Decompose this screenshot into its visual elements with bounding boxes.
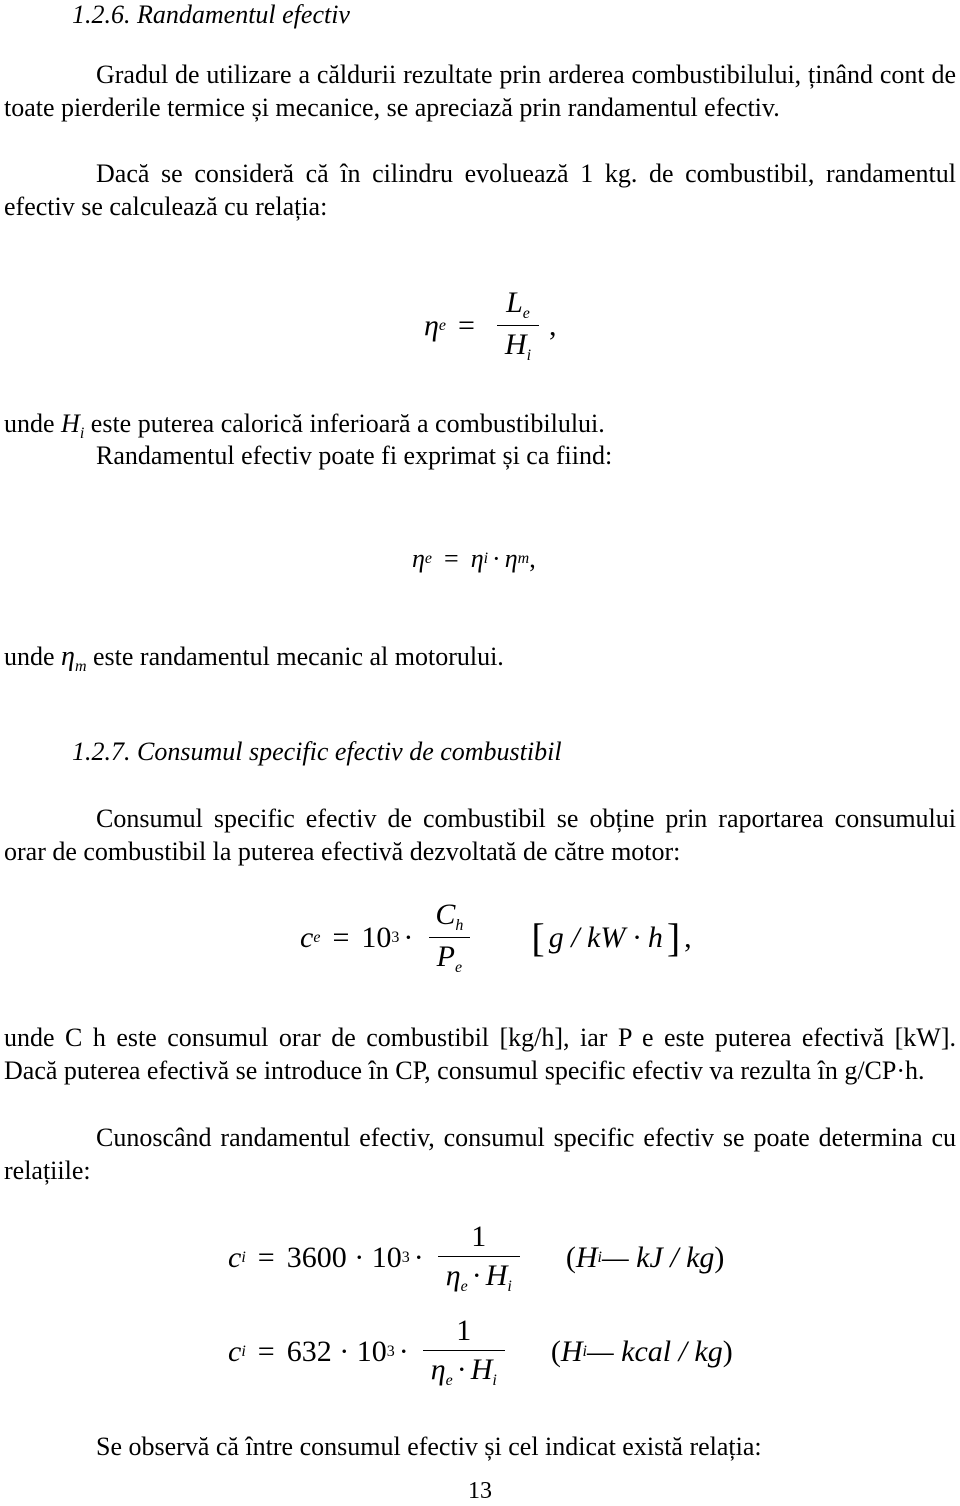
formula-kj-per-kg: c i = 3600 · 10 3 · $\frac{1}{\eta_e \cdot H_i}$ ( H i — kJ / kg ) — [228, 1220, 725, 1295]
page-number: 13 — [468, 1478, 492, 1504]
section-heading-1-2-6: 1.2.6. Randamentul efectiv — [72, 0, 350, 29]
formula-fraction: $\frac{1}{\eta_e \cdot H_i}$ — [438, 1220, 520, 1296]
paragraph-determination: Cunoscând randamentul efectiv, consumul specific efectiv se poate determina cu relațiile: — [4, 1123, 956, 1185]
paragraph-hi-definition: unde $H_i$ este puterea calorică inferioară a combustibilului. — [4, 409, 605, 442]
formula-fraction: $\frac{L_e}{H_i}$ — [497, 286, 539, 365]
paragraph-utilization: Gradul de utilizare a căldurii rezultate prin arderea combustibilului, ținând cont de toate pierderile termice și mecanice, se apreciază prin randamentul efectiv. — [4, 60, 956, 122]
formula-fraction: $\frac{C_h}{P_e}$ — [427, 898, 471, 977]
paragraph-cylinder: Dacă se consideră că în cilindru evoluează 1 kg. de combustibil, randamentul efectiv se calculează cu relația: — [4, 159, 956, 221]
formula-efficiency-product: η e = η i · η m , — [412, 544, 536, 573]
paragraph-relation-intro: Se observă că între consumul efectiv și cel indicat există relația: — [96, 1432, 762, 1461]
paragraph-alt-expression: Randamentul efectiv poate fi exprimat și ca fiind: — [96, 441, 613, 470]
formula-fraction: $\frac{1}{\eta_e \cdot H_i}$ — [423, 1314, 505, 1390]
paragraph-eta-m-definition: unde $\eta_m$ este randamentul mecanic al motorului. — [4, 641, 504, 675]
paragraph-specific-consumption: Consumul specific efectiv de combustibil se obține prin raportarea consumului orar de combustibil la puterea efectivă dezvoltată de către motor: — [4, 804, 956, 866]
paragraph-consumption-definitions: unde C h este consumul orar de combustibil [kg/h], iar P e este puterea efectivă [kW]. Dacă puterea efectivă se introduce în CP, consumul specific efectiv va rezulta în g/CP·h. — [4, 1023, 956, 1085]
formula-efficiency: η e = $\frac{L_e}{H_i}$ , — [424, 286, 557, 364]
section-heading-1-2-7: 1.2.7. Consumul specific efectiv de combustibil — [72, 737, 562, 766]
formula-kcal-per-kg: c i = 632 · 10 3 · $\frac{1}{\eta_e \cdot H_i}$ ( H i — kcal / kg ) — [228, 1314, 733, 1389]
formula-specific-consumption: c e = 10 3 · $\frac{C_h}{P_e}$ [ g / kW · h ] , — [300, 898, 692, 976]
